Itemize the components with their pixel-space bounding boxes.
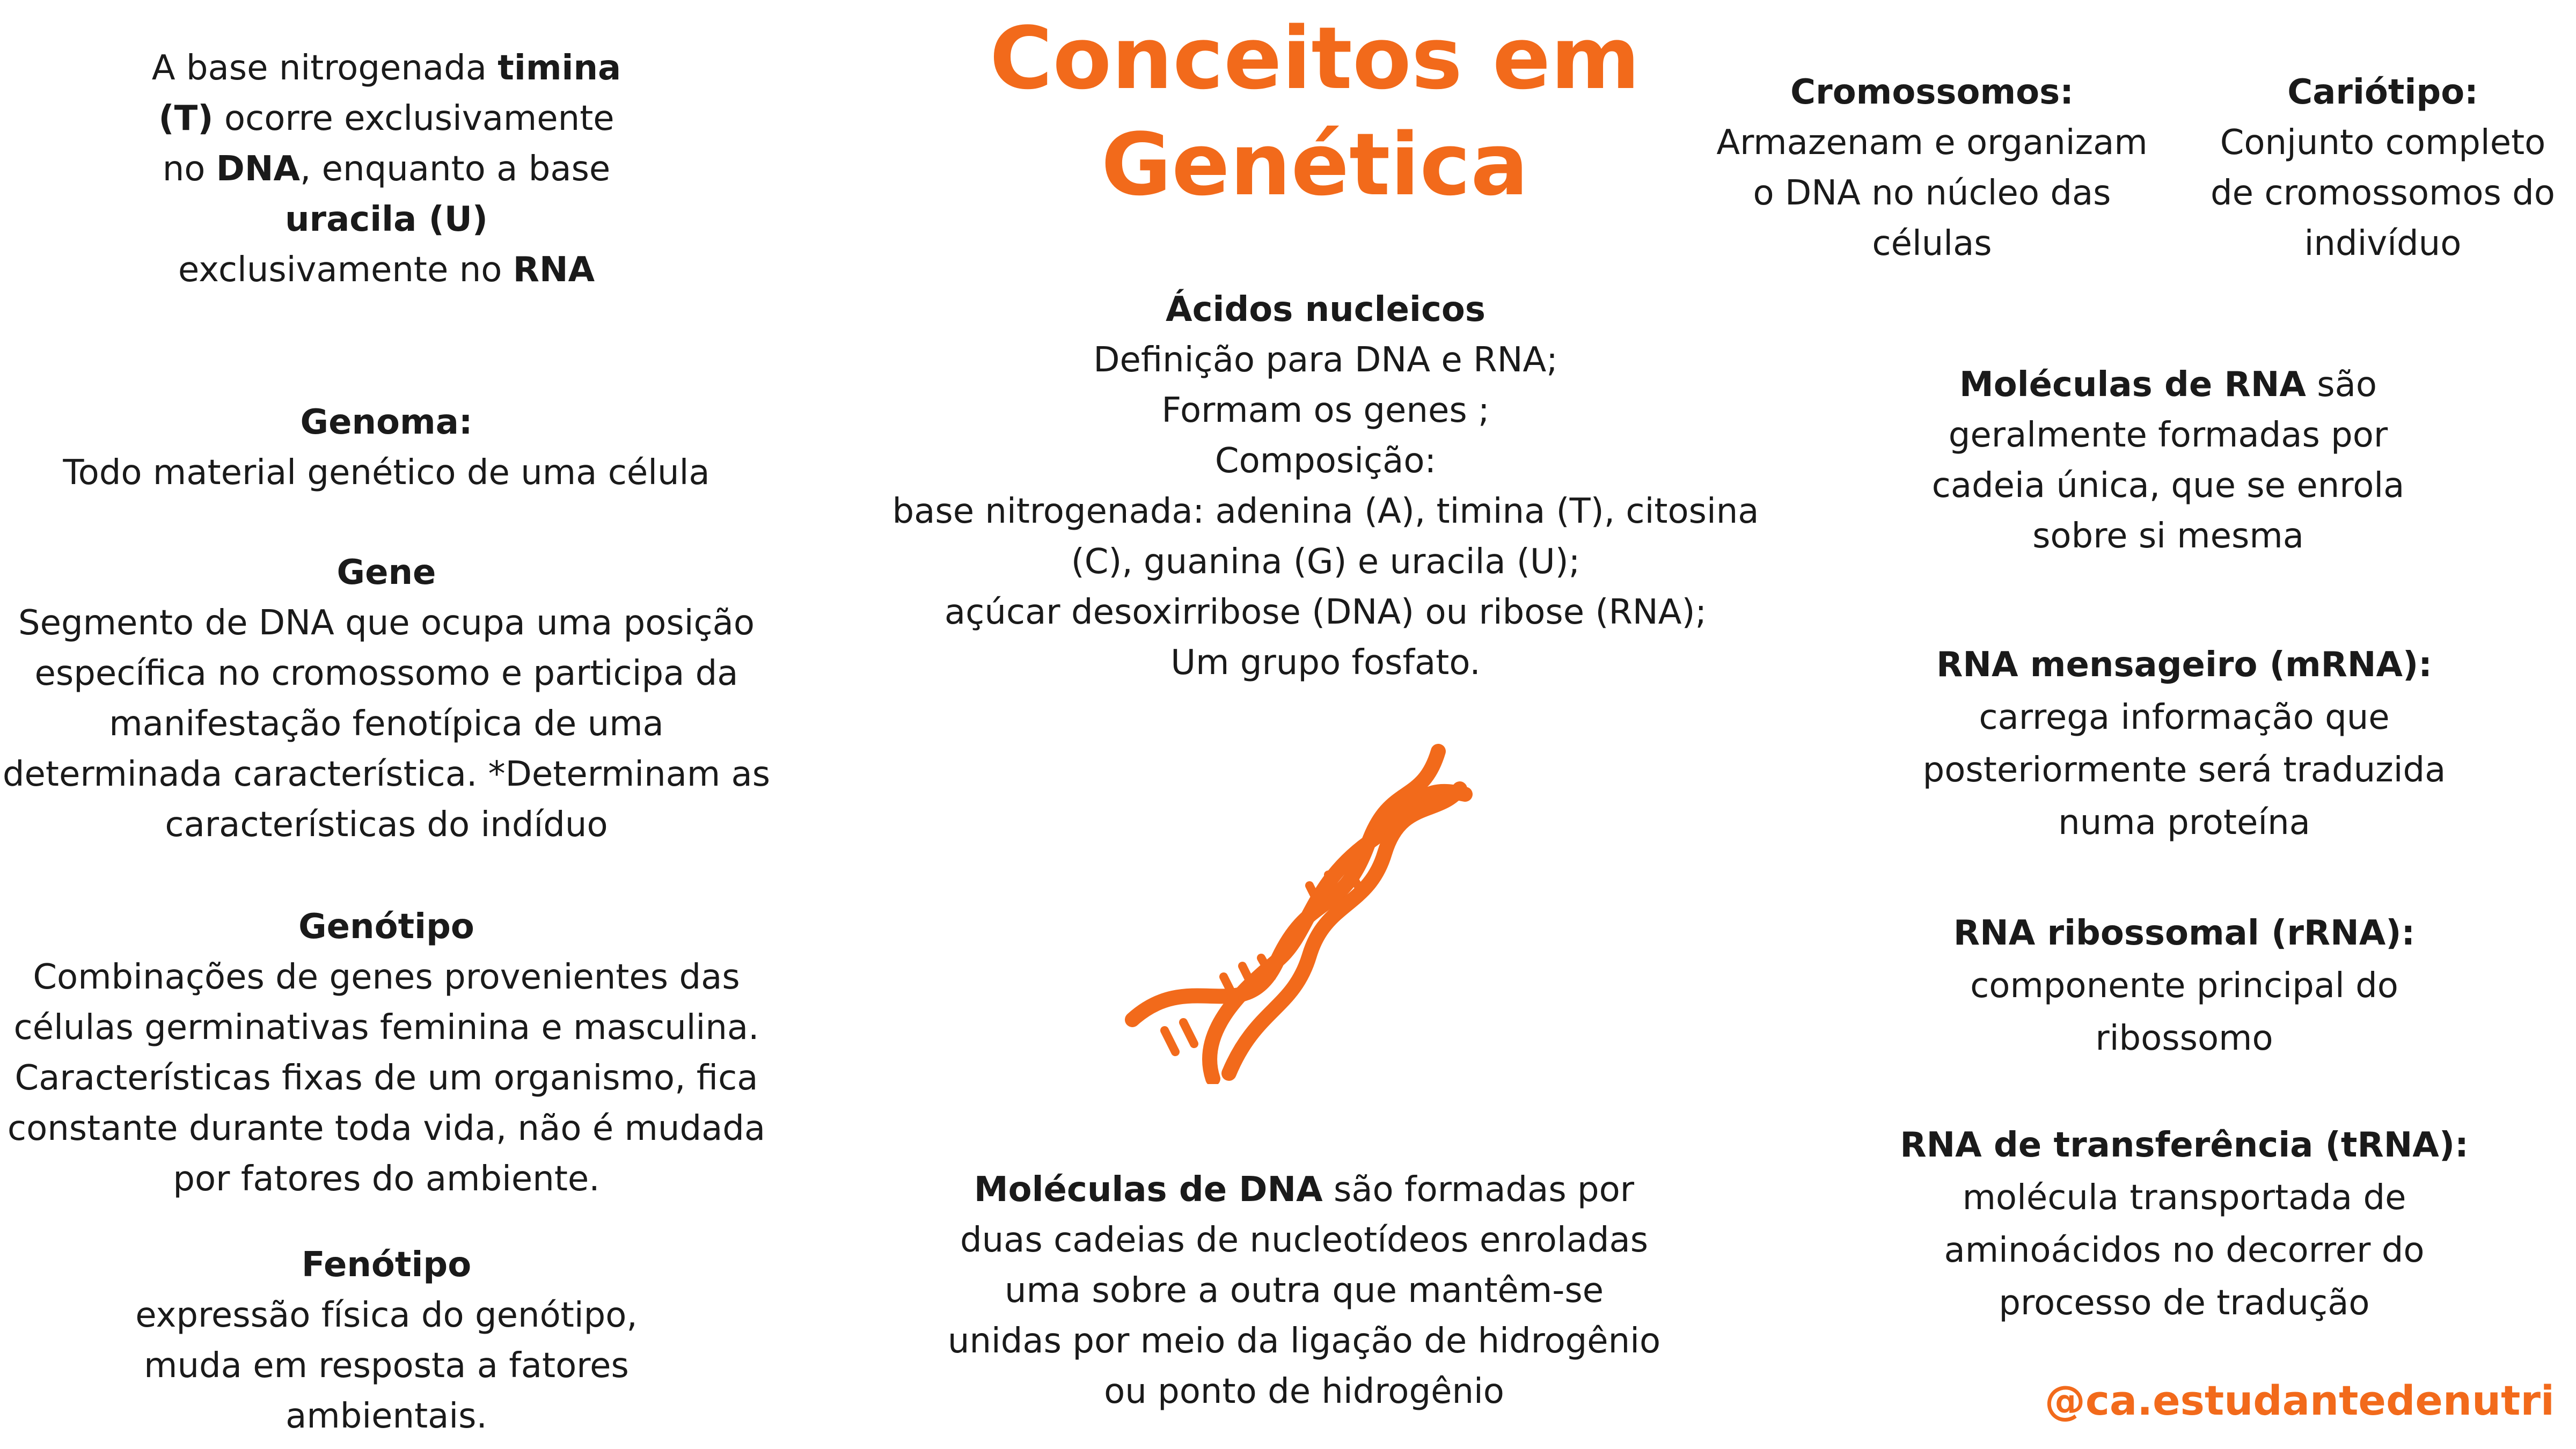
acidos-nucleicos-section [869,284,1782,688]
gene-heading: Gene [336,553,436,592]
acidos-line: base nitrogenada: adenina (A), timina (T), citosina [892,492,1759,531]
gene-line: manifestação fenotípica de uma [109,704,664,744]
moleculas-rna-line: sobre si mesma [2032,516,2304,556]
fenotipo-section [86,1240,687,1441]
dna-rung [1183,1022,1194,1044]
moleculas-rna-line: geralmente formadas por [1948,415,2388,455]
mrna-line: posteriormente será traduzida [1922,750,2446,790]
genotipo-section [0,902,773,1204]
cromossomos-heading: Cromossomos: [1790,72,2074,112]
cariotipo-heading: Cariótipo: [2287,72,2478,112]
note-line-5: exclusivamente no RNA [178,250,595,290]
moleculas-dna-section [891,1165,1717,1417]
mrna-line: numa proteína [2058,803,2310,843]
acidos-line: Formam os genes ; [1161,391,1490,430]
cromossomos-line: Armazenam e organizam [1716,123,2148,163]
acidos-line: açúcar desoxirribose (DNA) ou ribose (RNA); [944,592,1707,632]
rrna-line: componente principal do [1970,966,2398,1006]
fenotipo-line: ambientais. [286,1396,487,1436]
trna-section [1857,1119,2512,1329]
note-line-3: no DNA, enquanto a base [162,149,611,189]
trna-heading: RNA de transferência (tRNA): [1900,1125,2469,1165]
rrna-heading: RNA ribossomal (rRNA): [1953,913,2416,953]
moleculas-dna-line-1: Moléculas de DNA são formadas por [974,1170,1635,1210]
dna-rung [1165,1030,1175,1052]
note-line-2: (T) ocorre exclusivamente [158,99,614,138]
cromossomos-line: células [1872,224,1992,264]
page-title [912,5,1717,218]
moleculas-dna-line: uma sobre a outra que mantêm-se [1004,1271,1604,1311]
genotipo-line: Características fixas de um organismo, fica [14,1058,758,1098]
rrna-section [1878,907,2490,1065]
acidos-line: Definição para DNA e RNA; [1093,340,1558,380]
gene-section [0,547,773,850]
cariotipo-line: Conjunto completo [2220,123,2546,163]
mrna-heading: RNA mensageiro (mRNA): [1936,645,2432,685]
title-line-2: Genética [1101,114,1529,215]
timina-uracila-note [107,43,665,295]
title-line-1: Conceitos em [989,8,1641,108]
trna-line: aminoácidos no decorrer do [1944,1231,2425,1270]
mrna-section [1878,639,2490,849]
fenotipo-line: expressão física do genótipo, [135,1296,638,1335]
genoma-text: Todo material genético de uma célula [63,453,710,493]
moleculas-rna-section [1911,360,2426,561]
genoma-section [0,397,773,498]
genotipo-line: constante durante toda vida, não é mudada [7,1109,766,1148]
dna-strand-c [1229,789,1460,1073]
genotipo-line: por fatores do ambiente. [173,1159,600,1199]
dna-helix-icon [1116,730,1481,1084]
gene-line: específica no cromossomo e participa da [34,654,738,693]
acidos-line: Composição: [1214,441,1437,481]
fenotipo-line: muda em resposta a fatores [144,1346,629,1386]
acidos-line: Um grupo fosfato. [1170,643,1481,683]
gene-line: características do indíduo [165,805,608,845]
cariotipo-section [2190,67,2576,269]
fenotipo-heading: Fenótipo [301,1245,472,1285]
cariotipo-line: indivíduo [2304,224,2462,264]
cromossomos-line: o DNA no núcleo das [1753,173,2111,213]
moleculas-rna-line: cadeia única, que se enrola [1931,466,2405,506]
genotipo-heading: Genótipo [298,907,474,947]
acidos-nucleicos-heading: Ácidos nucleicos [1166,290,1485,330]
mrna-line: carrega informação que [1979,698,2390,737]
gene-line: determinada característica. *Determinam as [2,755,771,794]
genotipo-line: Combinações de genes provenientes das [33,957,740,997]
moleculas-dna-line: unidas por meio da ligação de hidrogênio [947,1321,1661,1361]
acidos-line: (C), guanina (G) e uracila (U); [1071,542,1580,582]
cariotipo-line: de cromossomos do [2211,173,2555,213]
cromossomos-section [1696,67,2168,269]
trna-line: processo de tradução [1999,1283,2370,1323]
note-line-1: A base nitrogenada timina [151,48,621,88]
dna-strand-a [1132,751,1438,1020]
genoma-heading: Genoma: [300,402,473,442]
trna-line: molécula transportada de [1962,1178,2406,1218]
genotipo-line: células germinativas feminina e masculina. [13,1008,759,1048]
moleculas-dna-line: ou ponto de hidrogênio [1104,1372,1504,1411]
note-line-4: uracila (U) [284,200,488,239]
gene-line: Segmento de DNA que ocupa uma posição [18,603,755,643]
author-handle: @ca.estudantedenutri [2044,1377,2555,1424]
moleculas-dna-line: duas cadeias de nucleotídeos enroladas [960,1220,1649,1260]
rrna-line: ribossomo [2095,1019,2273,1058]
moleculas-rna-line-1: Moléculas de RNA são [1959,365,2377,405]
